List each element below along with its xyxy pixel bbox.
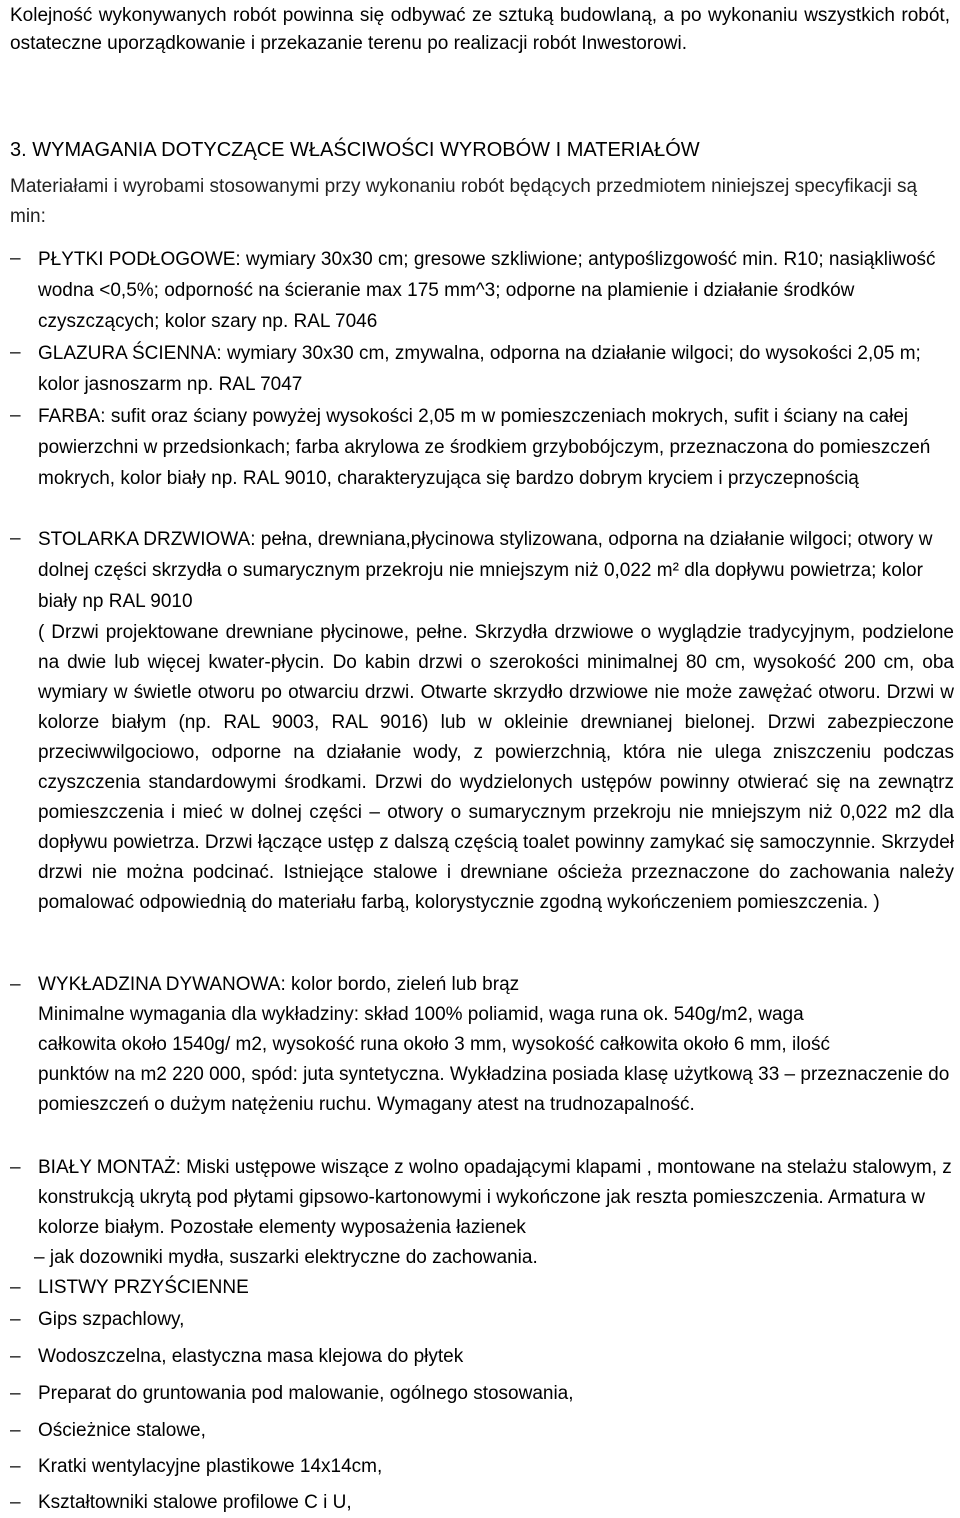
list-item-text: Kratki wentylacyjne plastikowe 14x14cm, xyxy=(38,1456,383,1477)
list-item-continuation: – jak dozowniki mydła, suszarki elektryczne do zachowania. xyxy=(34,1247,538,1268)
list-item-text: BIAŁY MONTAŻ: Miski ustępowe wiszące z wolno opadającymi klapami , montowane na stelażu stalowym, z konstrukcją ukrytą pod płytami gipsowo-kartonowymi i wykończone jak reszta pomieszczenia. Armatura w kolorze białym. Pozostałe elementy wyposażenia łazienek xyxy=(38,1157,952,1238)
dash-bullet: – xyxy=(10,1456,21,1477)
list-item-text: Wodoszczelna, elastyczna masa klejowa do płytek xyxy=(38,1346,464,1367)
section-heading: 3. WYMAGANIA DOTYCZĄCE WŁAŚCIWOŚCI WYROBÓW I MATERIAŁÓW xyxy=(10,139,700,161)
list-item-text: PŁYTKI PODŁOGOWE: wymiary 30x30 cm; gresowe szkliwione; antypoślizgowość min. R10; nasiąkliwość wodna <0,5%; odporność na ścieranie max 175 mm^3; odporne na plamienie i działanie środków czyszczących; kolor szary np. RAL 7046 xyxy=(38,249,936,332)
list-item-body xyxy=(34,1153,954,1273)
dash-bullet: – xyxy=(10,1157,21,1178)
doors-note: ( Drzwi projektowane drewniane płycinowe, pełne. Skrzydła drzwiowe o wyglądzie tradycyjnym, podzielone na dwie lub więcej kwater-płycin. Do kabin drzwi o szerokości minimalnej 80 cm, wysokość 200 cm, oba wymiary w świetle otworu po otwarciu drzwi. Otwarte skrzydło drzwiowe nie może zawężać otworu. Drzwi w kolorze białym (np. RAL 9003, RAL 9016) lub w okleinie drewnianej bielonej. Drzwi zabezpieczone przeciwwilgociowo, odporne na działanie wody, z powierzchnią, która nie ulega zniszczeniu podczas czyszczenia standardowymi środkami. Drzwi do wydzielonych ustępów powinny otwierać się na zewnątrz pomieszczenia i mieć w dolnej części – otwory o sumarycznym przekroju nie mniejszym niż 0,022 m2 dla dopływu powietrza. Drzwi łączące ustęp z dalszą częścią toalet powinny zamykać się samoczynnie. Skrzydeł drzwi nie można podcinać. Istniejące stalowe i drewniane ościeża przeznaczone do zachowania należy pomalować odpowiednią do materiału farbą, kolorystycznie zgodną wykończeniem pomieszczenia. ) xyxy=(38,622,954,913)
section-lead: Materiałami i wyrobami stosowanymi przy wykonaniu robót będących przedmiotem niniejszej specyfikacji są min: xyxy=(10,176,918,227)
list-item-body xyxy=(38,970,954,1120)
dash-bullet: – xyxy=(10,1492,21,1513)
dash-bullet: – xyxy=(10,1346,21,1367)
dash-bullet: – xyxy=(10,248,21,269)
carpet-spec-line-2: całkowita około 1540g/ m2, wysokość runa około 3 mm, wysokość całkowita około 6 mm, ilość xyxy=(38,1034,830,1055)
dash-bullet: – xyxy=(10,1309,21,1330)
list-item-text: FARBA: sufit oraz ściany powyżej wysokości 2,05 m w pomieszczeniach mokrych, sufit i ściany na całej powierzchni w przedsionkach; farba akrylowa ze środkiem grzybobójczym, przeznaczona do pomieszczeń mokrych, kolor biały np. RAL 9010, charakteryzująca się bardzo dobrym kryciem i przyczepnością xyxy=(38,406,931,489)
dash-bullet: – xyxy=(10,528,21,549)
list-item-text: STOLARKA DRZWIOWA: pełna, drewniana,płycinowa stylizowana, odporna na działanie wilgoci; otwory w dolnej części skrzydła o sumarycznym przekroju nie mniejszym niż 0,022 m² dla dopływu powietrza; kolor biały np RAL 9010 xyxy=(38,529,933,612)
list-item-text: WYKŁADZINA DYWANOWA: kolor bordo, zieleń lub brąz xyxy=(38,974,520,995)
carpet-spec-line-3: punktów na m2 220 000, spód: juta syntetyczna. Wykładzina posiada klasę użytkową 33 – przeznaczenie do pomieszczeń o dużym natężeniu ruchu. Wymagany atest na trudnozapalność. xyxy=(38,1064,950,1115)
intro-paragraph: Kolejność wykonywanych robót powinna się odbywać ze sztuką budowlaną, a po wykonaniu wszystkich robót, ostateczne uporządkowanie i przekazanie terenu po realizacji robót Inwestorowi. xyxy=(10,5,950,54)
dash-bullet: – xyxy=(10,1383,21,1404)
list-item-text: GLAZURA ŚCIENNA: wymiary 30x30 cm, zmywalna, odporna na działanie wilgoci; do wysokości 2,05 m; kolor jasnoszarm np. RAL 7047 xyxy=(38,343,921,395)
list-item-text: LISTWY PRZYŚCIENNE xyxy=(38,1277,249,1298)
dash-bullet: – xyxy=(10,405,21,426)
dash-bullet: – xyxy=(10,974,21,995)
carpet-spec-line-1: Minimalne wymagania dla wykładziny: skład 100% poliamid, waga runa ok. 540g/m2, waga xyxy=(38,1004,804,1025)
dash-bullet: – xyxy=(10,342,21,363)
dash-bullet: – xyxy=(10,1277,21,1298)
list-item-body xyxy=(38,524,954,918)
list-item-text: Kształtowniki stalowe profilowe C i U, xyxy=(38,1492,352,1513)
list-item-text: Ościeżnice stalowe, xyxy=(38,1420,206,1441)
list-item-text: Gips szpachlowy, xyxy=(38,1309,185,1330)
dash-bullet: – xyxy=(10,1420,21,1441)
list-item-text: Preparat do gruntowania pod malowanie, ogólnego stosowania, xyxy=(38,1383,574,1404)
